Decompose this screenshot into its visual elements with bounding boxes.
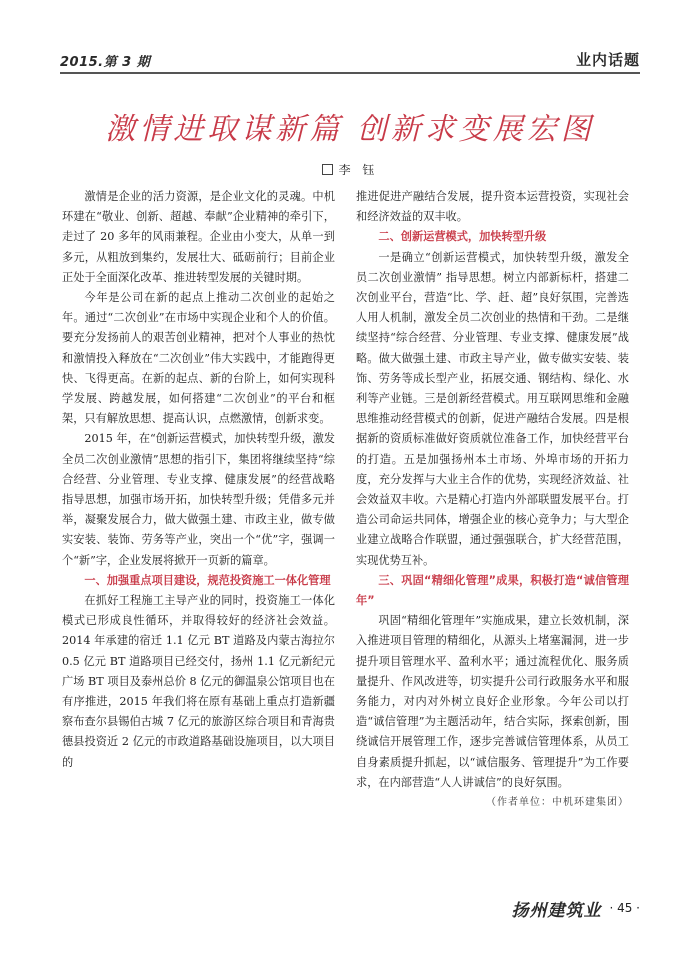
right-column: [356, 187, 629, 813]
section-heading: 二、创新运营模式，加快转型升级: [378, 230, 547, 244]
paragraph: 今年是公司在新的起点上推动二次创业的起始之年。通过“二次创业”在市场中实现企业和个人的价值。要充分发扬前人的艰苦创业精神，把对个人事业的热忱和激情投入释放在“二次创业”伟大实践中，才能跑得更快、飞得更高。在新的起点、新的台阶上，如何实现科学发展、跨越发展，如何搭建“二次创业”的平台和框架，只有解放思想、提高认识，点燃激情，创新求变。: [62, 291, 335, 426]
author-name: 李 钰: [338, 163, 379, 177]
issue-label: 2015.第 3 期: [60, 55, 151, 70]
header-rule: [60, 72, 640, 74]
author-unit: （作者单位：中机环建集团）: [486, 797, 629, 809]
section-heading: 一、加强重点项目建设，规范投资施工一体化管理: [84, 573, 331, 587]
magazine-logo: 扬州建筑业: [511, 900, 602, 921]
paragraph: 在抓好工程施工主导产业的同时，投资施工一体化模式已形成良性循环，并取得较好的经济社会效益。2014 年承建的宿迁 1.1 亿元 BT 道路及内蒙古海拉尔 0.5 亿元 BT 道路项目已经交付，扬州 1.1 亿元新纪元广场 BT 项目及泰州总价 8 亿元的御温泉公馆项目也在有序推进，2015 年我们将在原有基础上重点打造新疆察布查尔县锡伯古城 7 亿元的旅游区综合项目和青海贵德县投资近 2 亿元的市政道路基础设施项目，以大项目的: [62, 594, 335, 769]
paragraph: 2015 年，在“创新运营模式，加快转型升级，激发全员二次创业激情”思想的指引下，集团将继续坚持“综合经营、分业管理、专业支撑、健康发展”的经营战略指导思想，加强市场开拓，加快转型升级；凭借多元并举，凝聚发展合力，做大做强土建、市政主业，做专做实安装、装饰、劳务等产业，突出一个“优”字，强调一个“新”字，企业发展将掀开一页新的篇章。: [62, 432, 335, 567]
left-column: [62, 187, 335, 773]
author-line: [0, 161, 700, 178]
article-title: 激情进取谋新篇 创新求变展宏图: [105, 112, 595, 147]
paragraph: 巩固“精细化管理年”实施成果，建立长效机制，深入推进项目管理的精细化，从源头上堵塞漏洞，进一步提升项目管理水平、盈利水平；通过流程优化、服务质量提升、作风改进等，切实提升公司行政服务水平和服务能力，对内对外树立良好企业形象。今年公司以打造“诚信管理”为主题活动年，结合实际，探索创新，围绕诚信开展管理工作，逐步完善诚信管理体系，从员工自身素质提升抓起，以“诚信服务、管理提升”为工作要求，在内部营造“人人讲诚信”的良好氛围。: [356, 614, 629, 789]
paragraph: 推进促进产融结合发展，提升资本运营投资，实现社会和经济效益的双丰收。: [356, 190, 629, 224]
page-number: · 45 ·: [609, 901, 640, 915]
section-heading: 三、巩固“精细化管理”成果，积极打造“诚信管理年”: [356, 573, 629, 608]
page-header: [60, 46, 640, 70]
page-footer: [470, 896, 640, 920]
paragraph: 激情是企业的活力资源，是企业文化的灵魂。中机环建在“敬业、创新、超越、奉献”企业精神的牵引下，走过了 20 多年的风雨兼程。企业由小变大，从单一到多元，从粗放到集约，发展壮大、砥砺前行；目前企业正处于全面深化改革、推进转型发展的关键时期。: [62, 190, 335, 284]
section-tag: 业内话题: [575, 51, 640, 69]
paragraph: 一是确立“创新运营模式，加快转型升级，激发全员二次创业激情” 指导思想。树立内部新标杆，搭建二次创业平台，营造“比、学、赶、超”良好氛围，完善选人用人机制，激发全员二次创业的热情和干劲。二是继续坚持“综合经营、分业管理、专业支撑、健康发展”战略。做大做强土建、市政主导产业，做专做实安装、装饰、劳务等成长型产业，拓展交通、钢结构、绿化、水利等产业链。三是创新经营模式。用互联网思维和金融思维推动经营模式的创新，促进产融结合发展。四是根据新的资质标准做好资质就位准备工作，加快经营平台的打造。五是加强扬州本土市场、外埠市场的开拓力度，充分发挥与大业主合作的优势，实现经济效益、社会效益双丰收。六是精心打造内外部联盟发展平台。打造公司命运共同体，增强企业的核心竞争力；与大型企业建立战略合作联盟，通过强强联合，扩大经营范围，实现优势互补。: [356, 250, 629, 567]
author-box-icon: [322, 164, 333, 175]
